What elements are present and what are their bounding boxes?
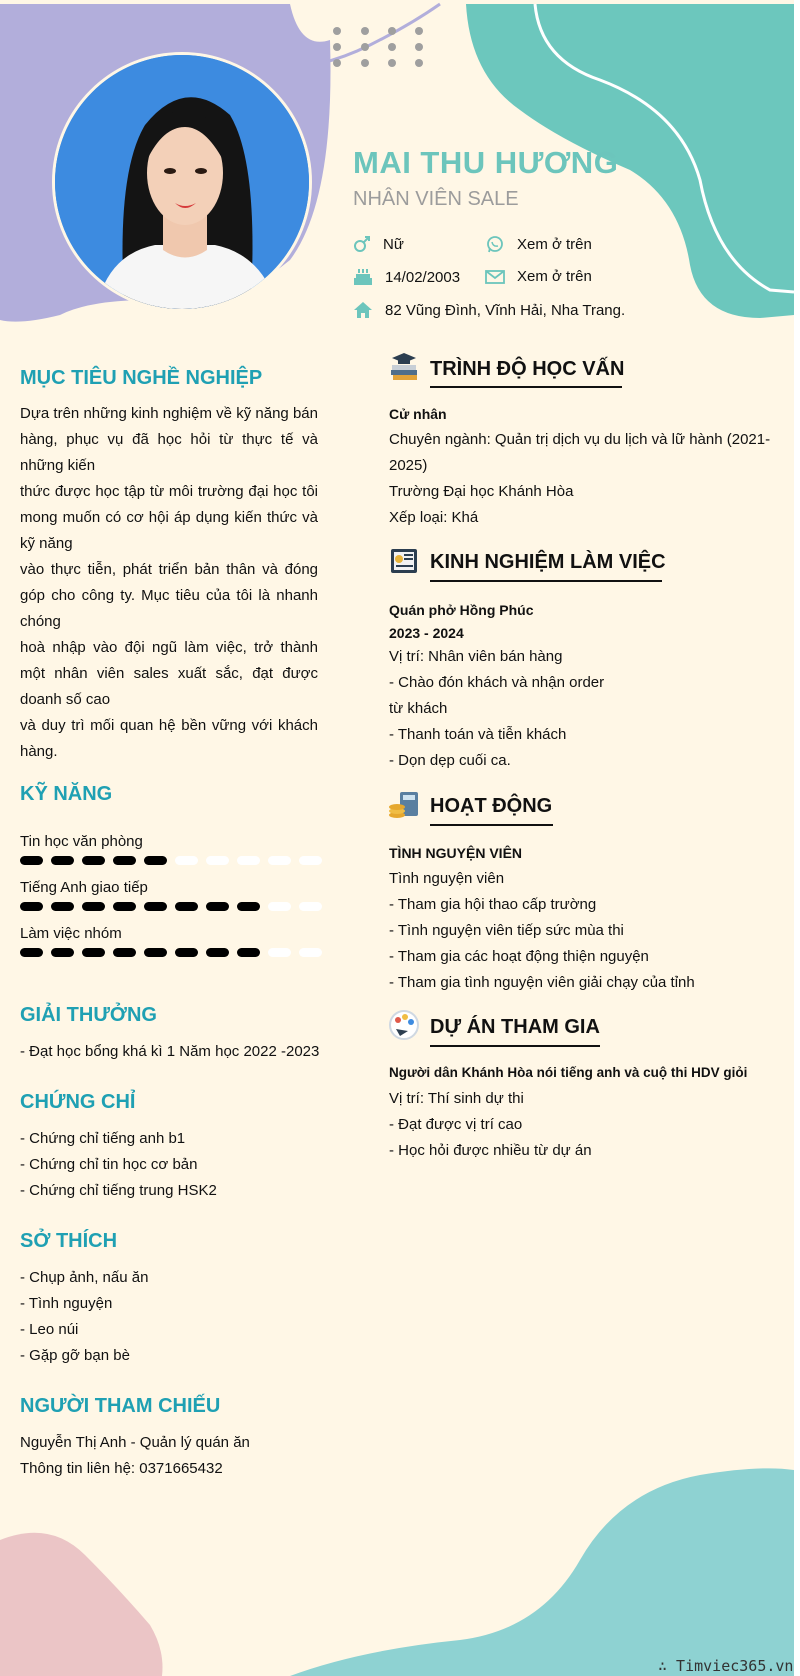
profile-photo — [52, 52, 312, 312]
certificate-item: - Chứng chỉ tiếng anh b1 — [20, 1130, 186, 1147]
objective-text — [20, 401, 318, 765]
skill-pill-filled — [51, 856, 74, 865]
birthday-cake-icon — [353, 268, 373, 286]
skill-pill-empty — [299, 856, 322, 865]
objective-line: doanh số cao — [20, 691, 111, 708]
contact-phone — [485, 235, 592, 253]
activities-underline — [430, 824, 553, 826]
contact-address — [353, 301, 625, 319]
objective-line: hàng, phục vụ đã học hỏi từ thực tế và — [20, 431, 318, 448]
whatsapp-icon — [485, 235, 505, 253]
skill-pill-filled — [237, 948, 260, 957]
skill-pill-empty — [268, 948, 291, 957]
experience-line: từ khách — [389, 700, 448, 717]
objective-line: và duy trì mối quan hệ bền vững với khách — [20, 717, 318, 734]
contact-email — [485, 268, 592, 285]
experience-line: - Dọn dẹp cuối ca. — [389, 752, 511, 769]
candidate-role: NHÂN VIÊN SALE — [353, 188, 519, 210]
skill-pill-filled — [20, 902, 43, 911]
skill-pill-filled — [113, 948, 136, 957]
project-palette-icon — [388, 1009, 420, 1041]
objective-line: thức được học tập từ môi trường đại học tôi — [20, 483, 318, 500]
project-line: - Đạt được vị trí cao — [389, 1116, 523, 1133]
education-line: Trường Đại học Khánh Hòa — [389, 483, 574, 500]
gender-icon — [353, 235, 371, 253]
objective-line: một nhân viên sales xuất sắc, đạt được — [20, 665, 318, 682]
skill-pill-filled — [144, 856, 167, 865]
references-list — [20, 1430, 250, 1482]
activity-heading: TÌNH NGUYỆN VIÊN — [389, 845, 523, 861]
hobby-item: - Gặp gỡ bạn bè — [20, 1347, 130, 1364]
education-line: Chuyên ngành: Quản trị dịch vụ du lịch và lữ hành (2021- — [389, 431, 771, 448]
projects-underline — [430, 1045, 600, 1047]
reference-item: Nguyễn Thị Anh - Quản lý quán ăn — [20, 1434, 250, 1451]
skill-pill-empty — [175, 856, 198, 865]
objective-line: góp cho công ty. Mục tiêu của tôi là nhanh — [20, 587, 318, 604]
gender-value: Nữ — [383, 235, 404, 253]
awards-list — [20, 1039, 319, 1065]
certificate-item: - Chứng chỉ tin học cơ bản — [20, 1156, 198, 1173]
objective-line: hoà nhập vào đội ngũ làm việc, trở thành — [20, 639, 318, 656]
certificates-heading: CHỨNG CHỈ — [20, 1091, 136, 1113]
experience-line: - Chào đón khách và nhận order — [389, 674, 605, 691]
birthday-value: 14/02/2003 — [385, 268, 461, 286]
skill-pill-filled — [20, 856, 43, 865]
skill-label: Tin học văn phòng — [20, 833, 143, 850]
contact-gender — [353, 235, 404, 253]
degree: Cử nhân — [389, 406, 447, 422]
objective-line: mong muốn có cơ hội áp dụng kiến thức và — [20, 509, 318, 526]
hobby-item: - Tình nguyện — [20, 1295, 113, 1312]
education-underline — [430, 386, 622, 388]
skill-pill-filled — [206, 948, 229, 957]
skills-heading: KỸ NĂNG — [20, 783, 113, 805]
hobbies-heading: SỞ THÍCH — [20, 1230, 118, 1252]
experience-line: Vị trí: Nhân viên bán hàng — [389, 648, 563, 665]
activity-line: - Tình nguyện viên tiếp sức mùa thi — [389, 922, 624, 939]
address-value: 82 Vũng Đình, Vĩnh Hải, Nha Trang. — [385, 301, 626, 319]
phone-value: Xem ở trên — [517, 235, 592, 253]
skill-pill-empty — [299, 902, 322, 911]
project-heading: Người dân Khánh Hòa nói tiếng anh và cuộ thi HDV giỏi — [389, 1065, 748, 1080]
education-details — [389, 401, 770, 531]
work-period: 2023 - 2024 — [389, 625, 464, 641]
skill-pill-filled — [175, 948, 198, 957]
project-line: Vị trí: Thí sinh dự thi — [389, 1090, 524, 1107]
objective-heading: MỤC TIÊU NGHỀ NGHIỆP — [20, 367, 263, 389]
email-value: Xem ở trên — [517, 268, 592, 285]
skill-pill-filled — [113, 856, 136, 865]
skill-pill-empty — [299, 948, 322, 957]
portrait-image — [55, 55, 312, 312]
objective-line: vào thực tiễn, phát triển bản thân và đóng — [20, 561, 318, 578]
skill-pill-filled — [113, 902, 136, 911]
skill-pill-filled — [82, 948, 105, 957]
skill-rating — [20, 902, 322, 911]
skill-label: Làm việc nhóm — [20, 925, 122, 942]
objective-line: hàng. — [20, 743, 58, 760]
projects-details — [389, 1060, 747, 1164]
experience-details — [389, 597, 604, 774]
activities-heading: HOẠT ĐỘNG — [430, 795, 553, 817]
objective-line: kỹ năng — [20, 535, 73, 552]
objective-line: chóng — [20, 613, 61, 630]
skill-pill-filled — [175, 902, 198, 911]
experience-heading: KINH NGHIỆM LÀM VIỆC — [430, 551, 666, 573]
skill-pill-filled — [206, 902, 229, 911]
skill-pill-empty — [237, 856, 260, 865]
skill-pill-empty — [268, 902, 291, 911]
education-line: 2025) — [389, 457, 428, 474]
watermark: ∴ Timviec365.vn — [658, 1657, 794, 1675]
skill-pill-filled — [51, 948, 74, 957]
skill-pill-filled — [82, 902, 105, 911]
activity-line: - Tham gia các hoạt động thiện nguyện — [389, 948, 649, 965]
calculator-coins-icon — [388, 789, 420, 821]
experience-line: - Thanh toán và tiễn khách — [389, 726, 567, 743]
activity-line: - Tham gia tình nguyện viên giải chạy của tỉnh — [389, 974, 695, 991]
skill-pill-filled — [144, 948, 167, 957]
hobbies-list — [20, 1265, 148, 1369]
certificate-item: - Chứng chỉ tiếng trung HSK2 — [20, 1182, 217, 1199]
objective-line: Dựa trên những kinh nghiệm về kỹ năng bán — [20, 405, 318, 422]
reference-item: Thông tin liên hệ: 0371665432 — [20, 1460, 223, 1477]
contact-birthday — [353, 268, 460, 286]
activity-line: Tình nguyện viên — [389, 870, 505, 887]
award-item: - Đạt học bổng khá kì 1 Năm học 2022 -2023 — [20, 1043, 320, 1060]
education-line: Xếp loại: Khá — [389, 509, 479, 526]
company-name: Quán phở Hồng Phúc — [389, 602, 534, 618]
activity-line: - Tham gia hội thao cấp trường — [389, 896, 597, 913]
skill-pill-filled — [237, 902, 260, 911]
skill-pill-filled — [51, 902, 74, 911]
awards-heading: GIẢI THƯỞNG — [20, 1004, 157, 1026]
skill-rating — [20, 856, 322, 865]
activities-details — [389, 840, 695, 996]
home-icon — [353, 301, 373, 319]
skill-label: Tiếng Anh giao tiếp — [20, 879, 148, 896]
skill-pill-empty — [268, 856, 291, 865]
references-heading: NGƯỜI THAM CHIẾU — [20, 1395, 221, 1417]
experience-underline — [430, 580, 662, 582]
skill-rating — [20, 948, 322, 957]
project-line: - Học hỏi được nhiều từ dự án — [389, 1142, 592, 1159]
education-heading: TRÌNH ĐỘ HỌC VẤN — [430, 358, 625, 380]
skill-pill-filled — [144, 902, 167, 911]
hobby-item: - Leo núi — [20, 1321, 79, 1338]
skill-pill-filled — [82, 856, 105, 865]
projects-heading: DỰ ÁN THAM GIA — [430, 1016, 600, 1038]
work-tools-icon — [388, 545, 420, 577]
skill-pill-empty — [206, 856, 229, 865]
skill-pill-filled — [20, 948, 43, 957]
certificates-list — [20, 1126, 217, 1204]
graduation-books-icon — [388, 350, 420, 382]
envelope-icon — [485, 269, 505, 285]
hobby-item: - Chụp ảnh, nấu ăn — [20, 1269, 149, 1286]
objective-line: những kiến — [20, 457, 96, 474]
candidate-name: MAI THU HƯƠNG — [353, 145, 619, 180]
